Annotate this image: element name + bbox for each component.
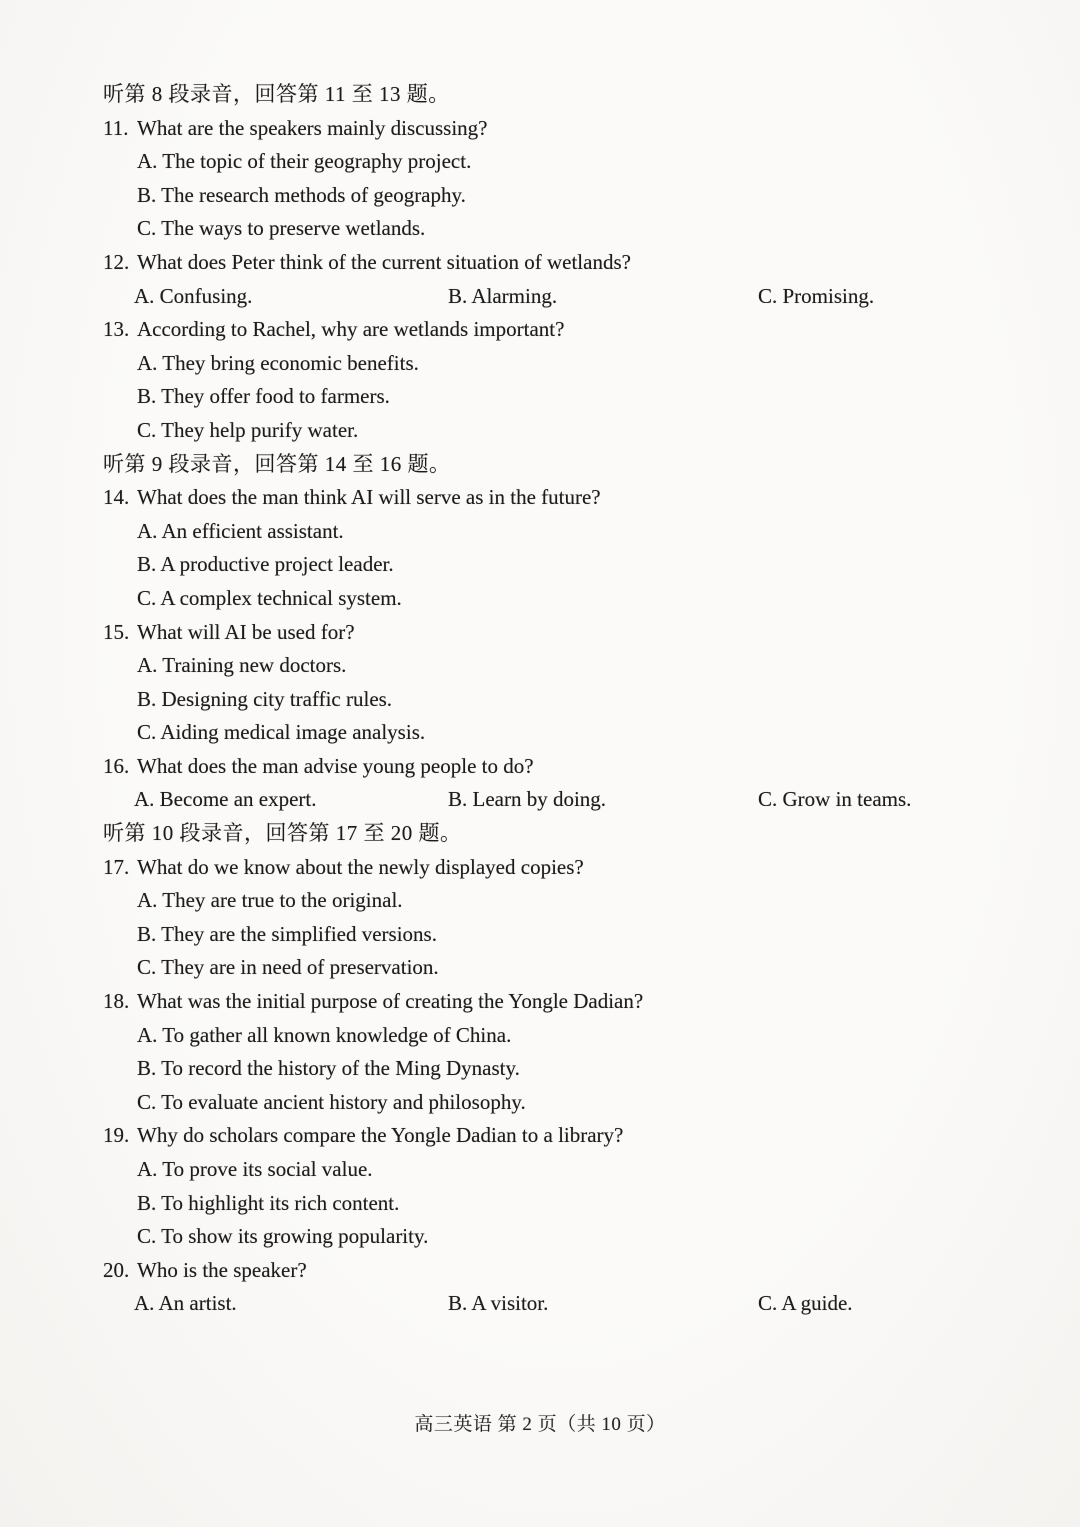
option-item: C. Aiding medical image analysis.: [137, 720, 426, 745]
question-text: What do we know about the newly displayed copies?: [137, 854, 584, 879]
question-number: 11.: [103, 115, 129, 140]
question-number: 17.: [103, 854, 130, 879]
question-text: Why do scholars compare the Yongle Dadian to a library?: [137, 1123, 624, 1148]
option-item: B. To highlight its rich content.: [137, 1190, 400, 1215]
option-item: A. To prove its social value.: [137, 1157, 373, 1181]
question-number: 13.: [103, 317, 130, 342]
option-row: [103, 1287, 1025, 1321]
question: [103, 985, 1025, 1019]
question: [103, 1254, 1025, 1288]
question-text: What are the speakers mainly discussing?: [137, 115, 488, 140]
option-item: C. The ways to preserve wetlands.: [137, 216, 426, 241]
question: [103, 481, 1025, 515]
option-item: A. Confusing.: [134, 283, 253, 308]
option-row: [103, 783, 1025, 817]
option-item: C. A complex technical system.: [137, 585, 402, 610]
option-item: C. To evaluate ancient history and philosophy.: [137, 1089, 526, 1114]
question-number: 20.: [103, 1257, 130, 1282]
option-item: B. The research methods of geography.: [137, 182, 466, 207]
option-item: B. A visitor.: [448, 1291, 549, 1316]
question-text: What does the man think AI will serve as in the future?: [137, 485, 601, 510]
option-item: C. Grow in teams.: [758, 787, 912, 812]
question-text: What will AI be used for?: [137, 619, 355, 644]
option-item: A. They are true to the original.: [137, 888, 403, 913]
option-item: C. To show its growing popularity.: [137, 1224, 429, 1249]
option-item: A. To gather all known knowledge of China.: [137, 1022, 512, 1047]
option-item: A. They bring economic benefits.: [137, 350, 419, 375]
question-number: 12.: [103, 249, 130, 274]
option-item: A. Become an expert.: [134, 787, 317, 812]
page-footer: 高三英语 第 2 页（共 10 页）: [414, 1414, 666, 1435]
section-instruction: 听第 9 段录音，回答第 14 至 16 题。: [103, 451, 451, 476]
question: [103, 246, 1025, 280]
option-item: A. An artist.: [134, 1291, 237, 1316]
question-text: What does the man advise young people to do?: [137, 753, 534, 778]
option-item: B. Designing city traffic rules.: [137, 686, 393, 711]
section-instruction: 听第 8 段录音，回答第 11 至 13 题。: [103, 82, 450, 106]
question-text: What was the initial purpose of creating the Yongle Dadian?: [137, 989, 644, 1014]
question-text: What does Peter think of the current situation of wetlands?: [137, 249, 631, 274]
question: [103, 112, 1025, 146]
question-text: Who is the speaker?: [137, 1257, 307, 1282]
section-instruction: 听第 10 段录音，回答第 17 至 20 题。: [103, 821, 462, 846]
option-item: B. Alarming.: [448, 283, 558, 308]
option-item: B. To record the history of the Ming Dynasty.: [137, 1056, 520, 1081]
question-number: 14.: [103, 485, 130, 510]
option-item: A. Training new doctors.: [137, 653, 347, 678]
question-number: 19.: [103, 1123, 130, 1148]
option-item: B. A productive project leader.: [137, 552, 394, 577]
question: [103, 750, 1025, 784]
question: [103, 313, 1025, 347]
option-item: C. A guide.: [758, 1291, 853, 1316]
option-item: C. Promising.: [758, 283, 875, 308]
option-item: C. They help purify water.: [137, 417, 359, 442]
option-item: B. Learn by doing.: [448, 787, 607, 812]
option-item: A. An efficient assistant.: [137, 518, 344, 543]
question: [103, 1119, 1025, 1153]
question-number: 18.: [103, 989, 130, 1014]
question-number: 15.: [103, 619, 130, 644]
option-item: B. They are the simplified versions.: [137, 921, 437, 946]
question-number: 16.: [103, 753, 130, 778]
question-text: According to Rachel, why are wetlands important?: [137, 317, 565, 342]
option-row: [103, 280, 1025, 314]
question: [103, 616, 1025, 650]
option-item: B. They offer food to farmers.: [137, 384, 390, 409]
option-item: A. The topic of their geography project.: [137, 149, 472, 174]
option-item: C. They are in need of preservation.: [137, 955, 439, 980]
question: [103, 851, 1025, 885]
